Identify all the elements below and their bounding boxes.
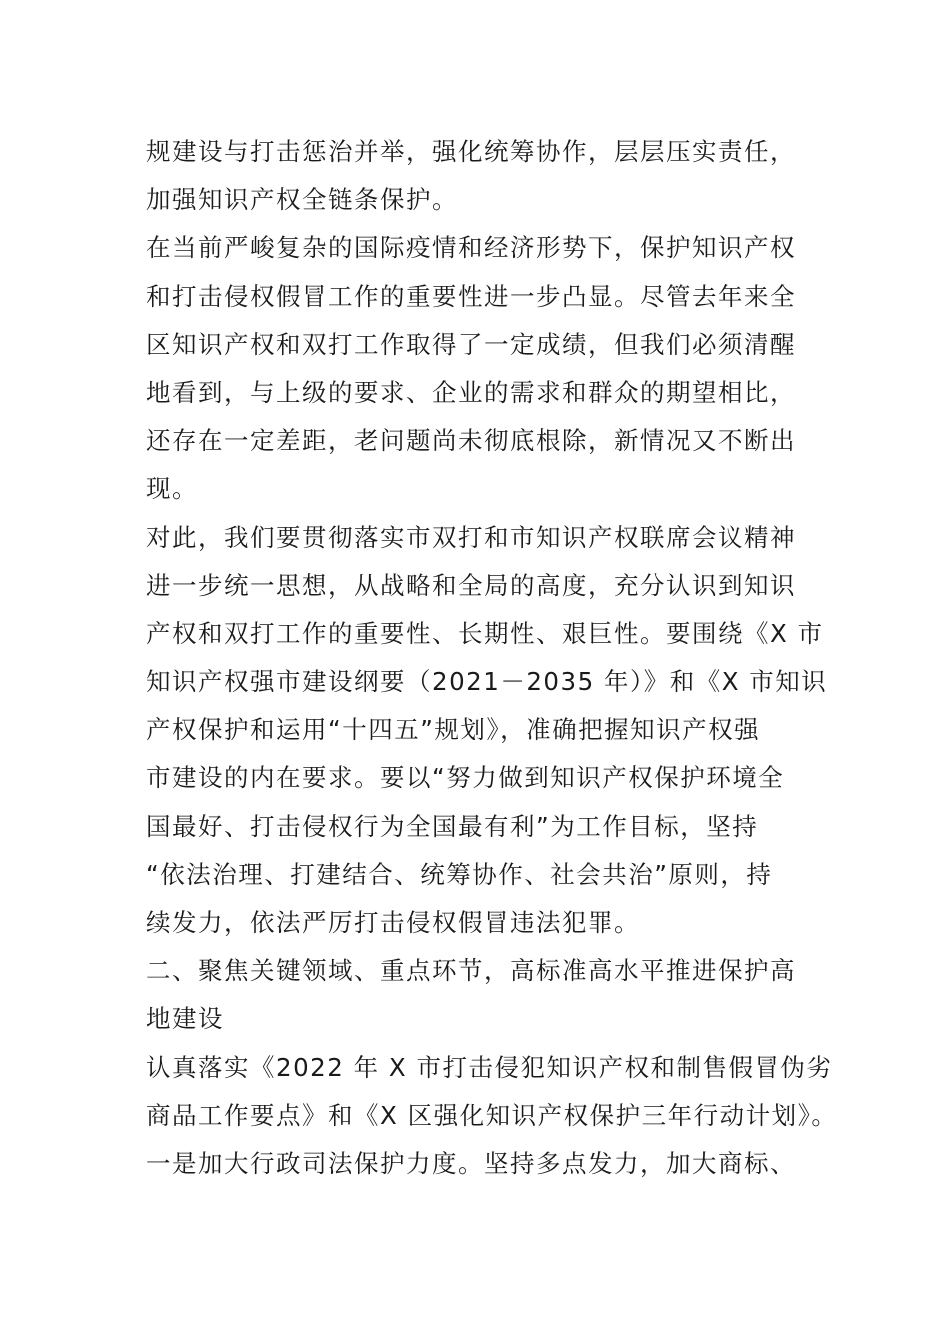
section-heading-line: 地建设 [146, 1004, 224, 1034]
text-line: 进一步统一思想，从战略和全局的高度，充分认识到知识 [146, 570, 796, 600]
text-line: 产权和双打工作的重要性、长期性、艰巨性。要围绕《X 市 [146, 618, 824, 648]
text-line: 认真落实《2022 年 X 市打击侵犯知识产权和制售假冒伪劣 [146, 1052, 833, 1082]
text-line: 地看到，与上级的要求、企业的需求和群众的期望相比， [146, 377, 796, 407]
text-line: 区知识产权和双打工作取得了一定成绩，但我们必须清醒 [146, 329, 796, 359]
text-line: 商品工作要点》和《X 区强化知识产权保护三年行动计划》。 [146, 1100, 838, 1130]
text-line: 知识产权强市建设纲要（2021－2035 年）》和《X 市知识 [146, 667, 828, 697]
text-line: 还存在一定差距，老问题尚未彻底根除，新情况又不断出 [146, 426, 796, 456]
document-body [146, 128, 838, 1188]
text-line: 续发力，依法严厉打击侵权假冒违法犯罪。 [146, 908, 640, 937]
text-line: 国最好、打击侵权行为全国最有利”为工作目标，坚持 [146, 811, 759, 841]
text-line: 在当前严峻复杂的国际疫情和经济形势下，保护知识产权 [146, 233, 796, 263]
text-line: “依法治理、打建结合、统筹协作、社会共治”原则，持 [146, 859, 773, 889]
text-line: 对此，我们要贯彻落实市双打和市知识产权联席会议精神 [146, 522, 796, 552]
text-line: 一是加大行政司法保护力度。坚持多点发力，加大商标、 [146, 1148, 796, 1178]
section-heading-line: 二、聚焦关键领域、重点环节，高标准高水平推进保护高 [146, 956, 796, 986]
text-line: 规建设与打击惩治并举，强化统筹协作，层层压实责任， [146, 137, 796, 166]
text-line: 加强知识产权全链条保护。 [146, 185, 458, 215]
text-line: 市建设的内在要求。要以“努力做到知识产权保护环境全 [146, 763, 785, 793]
text-line: 和打击侵权假冒工作的重要性进一步凸显。尽管去年来全 [146, 281, 796, 311]
text-line: 产权保护和运用“十四五”规划》，准确把握知识产权强 [146, 715, 761, 745]
text-line: 现。 [146, 474, 198, 504]
